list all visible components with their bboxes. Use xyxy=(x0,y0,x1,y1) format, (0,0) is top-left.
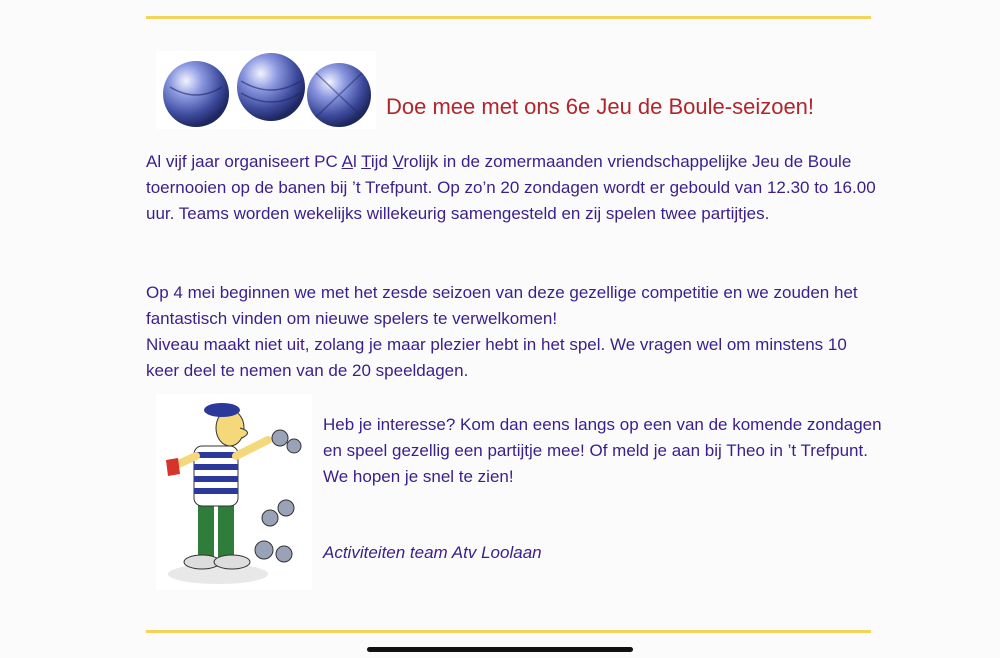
invite-line-2: We hopen je snel te zien! xyxy=(323,467,514,486)
boules-icon xyxy=(156,51,376,129)
intro-paragraph: Al vijf jaar organiseert PC Al Tijd Vrolijk in de zomermaanden vriendschappelijke Jeu de Boule toernooien op de banen bij ’t Trefpunt. Op zo’n 20 zondagen wordt er gebould van 12.30 to 16.00 uur. Teams worden wekelijks willekeurig samengesteld en zij spelen twee partijtjes. xyxy=(146,152,876,223)
page-title: Doe mee met ons 6e Jeu de Boule-seizoen! xyxy=(386,94,815,119)
player-image xyxy=(156,394,312,590)
invite-line-1: Heb je interesse? Kom dan eens langs op een van de komende zondagen en speel gezellig een partijtje mee! Of meld je aan bij Theo in ’t Trefpunt. xyxy=(323,415,882,460)
season-line-2: Niveau maakt niet uit, zolang je maar plezier hebt in het spel. We vragen wel om minstens 10 keer deel te nemen van de 20 speeldagen. xyxy=(146,335,847,380)
boule-player-icon xyxy=(156,394,312,590)
divider-top xyxy=(146,16,871,19)
boules-image xyxy=(156,51,376,129)
signature: Activiteiten team Atv Loolaan xyxy=(323,543,542,562)
invite-paragraph xyxy=(323,412,883,490)
home-indicator[interactable] xyxy=(367,647,633,652)
season-paragraph xyxy=(146,280,876,384)
season-line-1: Op 4 mei beginnen we met het zesde seizoen van deze gezellige competitie en we zouden het fantastisch vinden om nieuwe spelers te verwelkomen! xyxy=(146,283,858,328)
divider-bottom xyxy=(146,630,871,633)
